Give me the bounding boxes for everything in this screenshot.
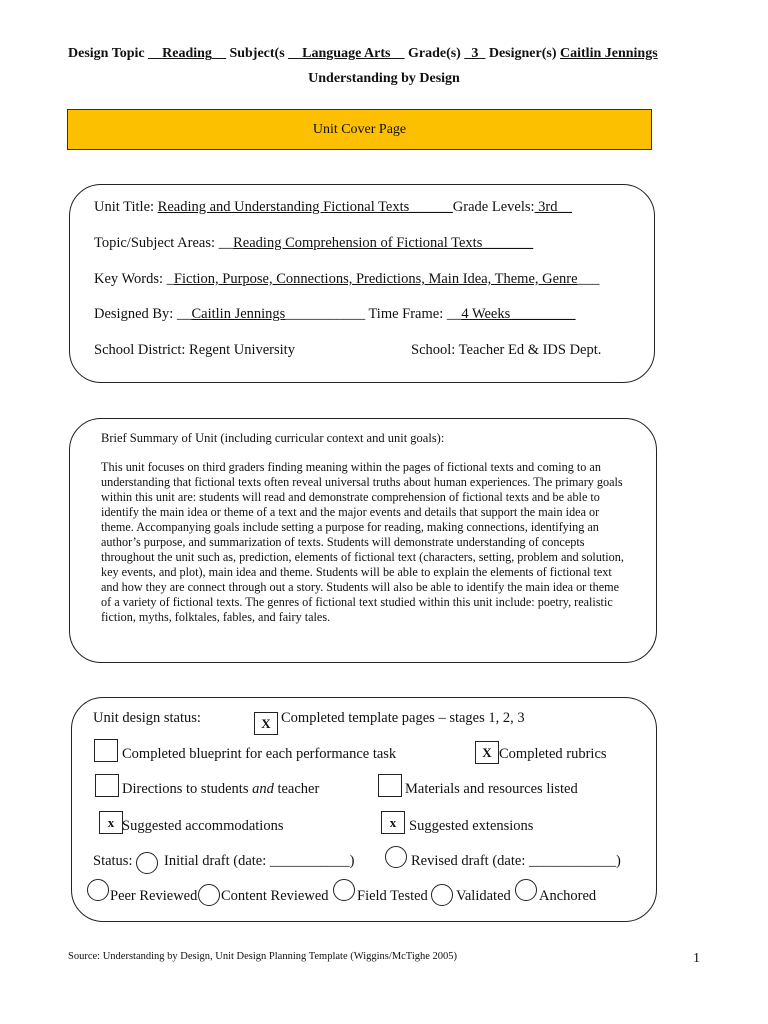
anchored-label: Anchored — [539, 888, 597, 904]
checkbox-accommodations[interactable]: x — [99, 811, 123, 834]
directions-label — [122, 781, 319, 798]
keywords-value: Fiction, Purpose, Connections, Predictions, Main Idea, Theme, Genre — [173, 271, 578, 287]
blueprint-label: Completed blueprint for each performance task — [122, 746, 397, 762]
grade-label: __ Grade(s) _ — [390, 46, 472, 61]
checkbox-materials[interactable] — [378, 774, 402, 797]
design-status-label: Unit design status: — [93, 710, 201, 726]
design-topic-value: Reading — [162, 46, 212, 61]
grade-levels-value: 3rd__ — [534, 199, 572, 215]
directions-label-pre: Directions to students — [122, 781, 253, 797]
accommodations-label: Suggested accommodations — [122, 818, 284, 834]
keywords-tail: ___ — [577, 271, 600, 287]
subject-label: __ Subject(s __ — [211, 46, 303, 61]
designer-label: _ Designer(s) — [478, 46, 561, 61]
checkbox-directions[interactable] — [95, 774, 119, 797]
unit-title-value: Reading and Understanding Fictional Texts______ — [157, 199, 453, 215]
radio-anchored[interactable] — [515, 879, 537, 901]
summary-body: This unit focuses on third graders finding meaning within the pages of fictional texts and coming to an understanding that fictional texts often reveal universal truths about human experiences. The primary goals within this unit are: students will read and demonstrate comprehension of fictional texts and be able to identify the main idea or theme of a text and the major events and details that support the main idea or theme. Accompanying goals include setting a purpose for reading, making connections, identifying an author’s purpose, and summarization of texts. Students will demonstrate understanding of concepts throughout the unit such as, prediction, elements of fictional text (characters, setting, problem and solution, key events, and plot), main idea and theme. Students will be able to explain the elements of fictional text and how they are connect through out a story. Students will also be able to identify the main idea or theme of a variety of fictional texts. The genres of fictional text studied within this unit include: poetry, realistic fiction, myths, folktales, fables, and fairy tales. — [101, 460, 624, 624]
validated-label: Validated — [456, 888, 511, 904]
content-reviewed-label: Content Reviewed — [221, 888, 329, 904]
time-frame-label: Time Frame: __ — [365, 306, 462, 322]
status-label: Status: — [93, 853, 133, 869]
page-number: 1 — [693, 951, 700, 966]
school-name: School: Teacher Ed & IDS Dept. — [411, 342, 602, 358]
grade-value: 3 — [471, 46, 479, 61]
unit-cover-page-bar: Unit Cover Page — [67, 109, 652, 150]
school-district: School District: Regent University — [94, 342, 295, 358]
radio-content-reviewed[interactable] — [198, 884, 220, 906]
radio-revised-draft[interactable] — [385, 846, 407, 868]
radio-validated[interactable] — [431, 884, 453, 906]
radio-field-tested[interactable] — [333, 879, 355, 901]
directions-label-post: teacher — [273, 781, 320, 797]
design-topic-label: Design Topic __ — [68, 46, 163, 61]
unit-title-label: Unit Title: — [94, 199, 158, 215]
time-frame-value: 4 Weeks — [461, 306, 511, 322]
unit-title-row — [94, 199, 572, 216]
design-header — [68, 46, 658, 62]
keywords-label: Key Words: _ — [94, 271, 174, 287]
radio-peer-reviewed[interactable] — [87, 879, 109, 901]
keywords-row — [94, 271, 599, 288]
designer-value: Caitlin Jennings — [560, 46, 658, 61]
source-citation: Source: Understanding by Design, Unit Design Planning Template (Wiggins/McTighe 2005) — [68, 951, 458, 962]
checkbox-extensions[interactable]: x — [381, 811, 405, 834]
initial-draft-label: Initial draft (date: ___________) — [164, 853, 355, 869]
peer-reviewed-label: Peer Reviewed — [110, 888, 198, 904]
designed-by-row — [94, 306, 576, 323]
field-tested-label: Field Tested — [357, 888, 428, 904]
extensions-label: Suggested extensions — [409, 818, 534, 834]
directions-label-em: and — [252, 781, 274, 797]
rubrics-label: Completed rubrics — [499, 746, 607, 762]
topic-label: Topic/Subject Areas: __ — [94, 235, 234, 251]
revised-draft-label: Revised draft (date: ____________) — [411, 853, 621, 869]
designed-by-tail: ___________ — [285, 306, 366, 322]
summary-heading: Brief Summary of Unit (including curricular context and unit goals): — [101, 431, 445, 445]
designed-by-label: Designed By: __ — [94, 306, 192, 322]
topic-row — [94, 235, 533, 252]
grade-levels-label: Grade Levels: — [452, 199, 535, 215]
topic-value: Reading Comprehension of Fictional Texts_______ — [233, 235, 534, 251]
radio-initial-draft[interactable] — [136, 852, 158, 874]
checkbox-template-pages[interactable]: X — [254, 712, 278, 735]
template-pages-label: Completed template pages – stages 1, 2, 3 — [281, 710, 525, 726]
materials-label: Materials and resources listed — [405, 781, 578, 797]
time-frame-tail: _________ — [510, 306, 576, 322]
designed-by-value: Caitlin Jennings — [191, 306, 286, 322]
checkbox-blueprint[interactable] — [94, 739, 118, 762]
page-subtitle: Understanding by Design — [308, 71, 460, 86]
checkbox-rubrics[interactable]: X — [475, 741, 499, 764]
subject-value: Language Arts — [302, 46, 391, 61]
